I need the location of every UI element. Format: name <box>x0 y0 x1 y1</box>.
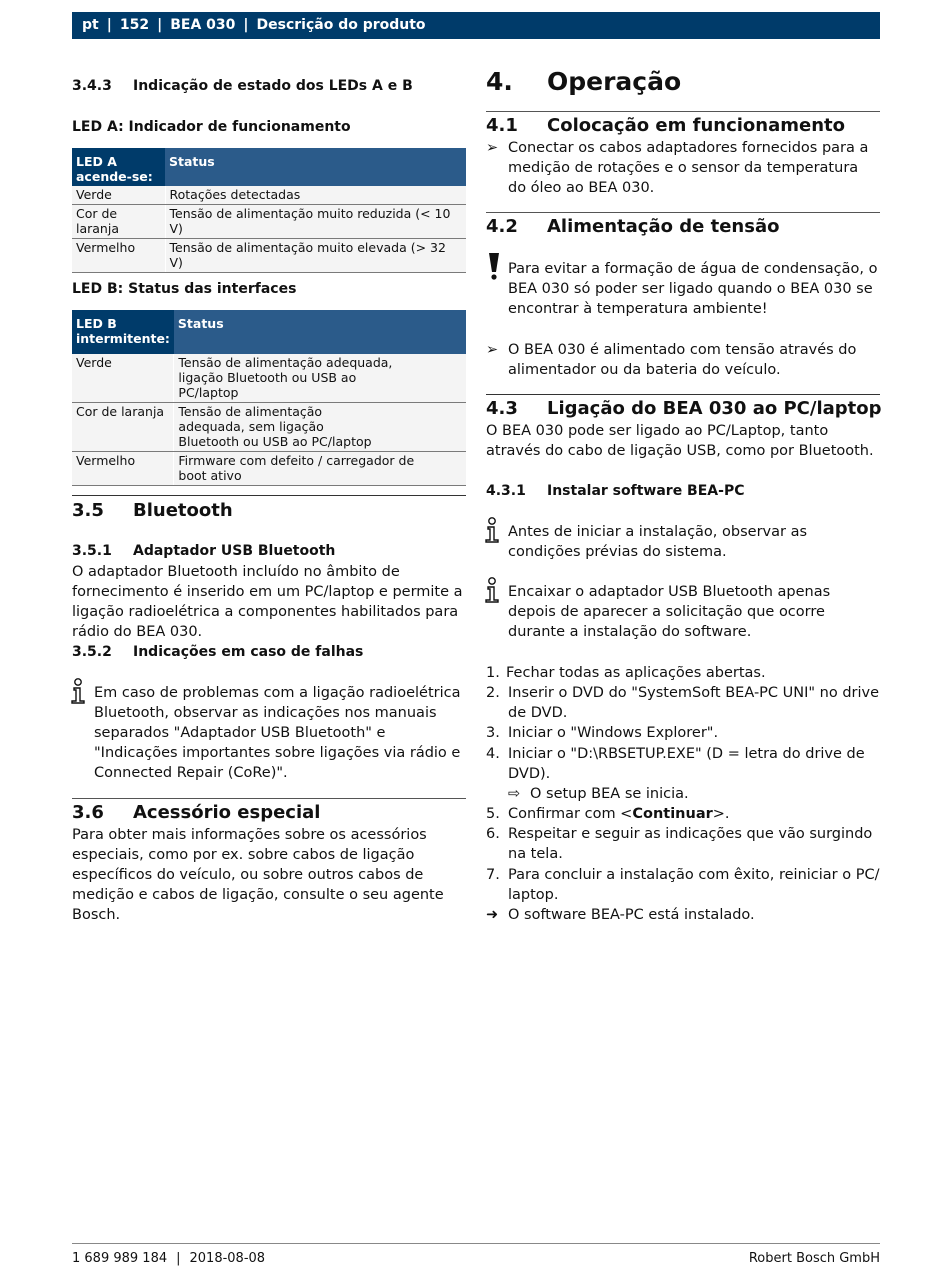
footer-docnum: 1 689 989 184 <box>72 1251 168 1266</box>
heading-3-4-3: 3.4.3 Indicação de estado dos LEDs A e B <box>72 78 413 94</box>
footer-divider <box>72 1243 880 1244</box>
table-row: Cor de laranja Tensão de alimentação adequada, sem ligação Bluetooth ou USB ao PC/laptop <box>72 403 466 452</box>
header-language: pt <box>82 17 99 33</box>
result-arrow-icon: ⇨ <box>508 786 521 802</box>
section-divider <box>486 111 880 112</box>
section-divider <box>486 212 880 213</box>
led-a-col-header: LED A acende-se: <box>72 148 165 186</box>
info-icon <box>485 577 501 603</box>
page-header: pt | 152 | BEA 030 | Descrição do produto <box>72 12 880 39</box>
header-product: BEA 030 <box>170 17 236 33</box>
heading-4-1: 4.1 Colocação em funcionamento <box>486 115 845 136</box>
header-page-number: 152 <box>119 17 150 33</box>
led-a-caption: LED A: Indicador de funcionamento <box>72 119 351 135</box>
ligacao-text: O BEA 030 pode ser ligado ao PC/Laptop, tanto através do cabo de ligação USB, como por Bluetooth. <box>486 423 874 459</box>
bluetooth-adapter-text: O adaptador Bluetooth incluído no âmbito de fornecimento é inserido em um PC/laptop e permite a ligação radioelétrica a componentes habilitados para rádio do BEA 030. <box>72 564 463 640</box>
heading-3-5: 3.5 Bluetooth <box>72 500 233 521</box>
led-b-col-header: LED B intermitente: <box>72 310 174 354</box>
section-divider <box>72 495 466 496</box>
arrow-step-icon: ➢ <box>486 342 499 358</box>
led-a-table <box>72 148 466 273</box>
warning-icon <box>487 252 501 280</box>
arrow-step-icon: ➢ <box>486 140 499 156</box>
falhas-note: Em caso de problemas com a ligação radioelétrica Bluetooth, observar as indicações nos manuais separados "Adaptador USB Bluetooth" e "Indicações importantes sobre ligações via rádio e Connected Repair (CoRe)". <box>94 685 461 781</box>
table-row: Cor de laranja Tensão de alimentação muito reduzida (< 10 V) <box>72 205 466 239</box>
result-arrow-icon: ➜ <box>486 907 499 923</box>
table-row: Verde Tensão de alimentação adequada, ligação Bluetooth ou USB ao PC/laptop <box>72 354 466 403</box>
heading-4-2: 4.2 Alimentação de tensão <box>486 216 780 237</box>
footer-left: 1 689 989 184 | 2018-08-08 <box>72 1251 266 1266</box>
condensation-warning: Para evitar a formação de água de condensação, o BEA 030 só poder ser ligado quando o BEA 030 se encontrar à temperatura ambiente! <box>508 261 878 317</box>
continuar-label: Continuar <box>632 806 713 822</box>
heading-4: 4. Operação <box>486 67 682 96</box>
table-row: Verde Rotações detectadas <box>72 186 466 205</box>
heading-3-5-1: 3.5.1 Adaptador USB Bluetooth <box>72 543 336 559</box>
heading-3-6: 3.6 Acessório especial <box>72 802 321 823</box>
led-b-table <box>72 310 466 486</box>
section-divider <box>486 394 880 395</box>
info-icon <box>71 678 87 704</box>
heading-4-3: 4.3 Ligação do BEA 030 ao PC/laptop <box>486 398 882 419</box>
heading-4-3-1: 4.3.1 Instalar software BEA-PC <box>486 483 745 499</box>
install-note-2: Encaixar o adaptador USB Bluetooth apenas depois de aparecer a solicitação que ocorre durante a instalação do software. <box>508 584 831 640</box>
footer-company: Robert Bosch GmbH <box>748 1251 880 1266</box>
footer-date: 2018-08-08 <box>189 1251 266 1266</box>
led-b-status-header: Status <box>174 310 466 354</box>
info-icon <box>485 517 501 543</box>
install-note-1: Antes de iniciar a instalação, observar as condições prévias do sistema. <box>508 524 808 560</box>
table-row: Vermelho Tensão de alimentação muito elevada (> 32 V) <box>72 239 466 273</box>
table-row: Vermelho Firmware com defeito / carregador de boot ativo <box>72 452 466 486</box>
led-b-caption: LED B: Status das interfaces <box>72 281 297 297</box>
heading-3-5-2: 3.5.2 Indicações em caso de falhas <box>72 644 364 660</box>
acessorio-text: Para obter mais informações sobre os acessórios especiais, como por ex. sobre cabos de ligação específicos do veículo, ou sobre outros cabos de medição e cabos de ligação, consulte o seu agente Bosch. <box>72 827 444 923</box>
led-a-status-header: Status <box>165 148 466 186</box>
section-divider <box>72 798 466 799</box>
header-section: Descrição do produto <box>256 17 426 33</box>
